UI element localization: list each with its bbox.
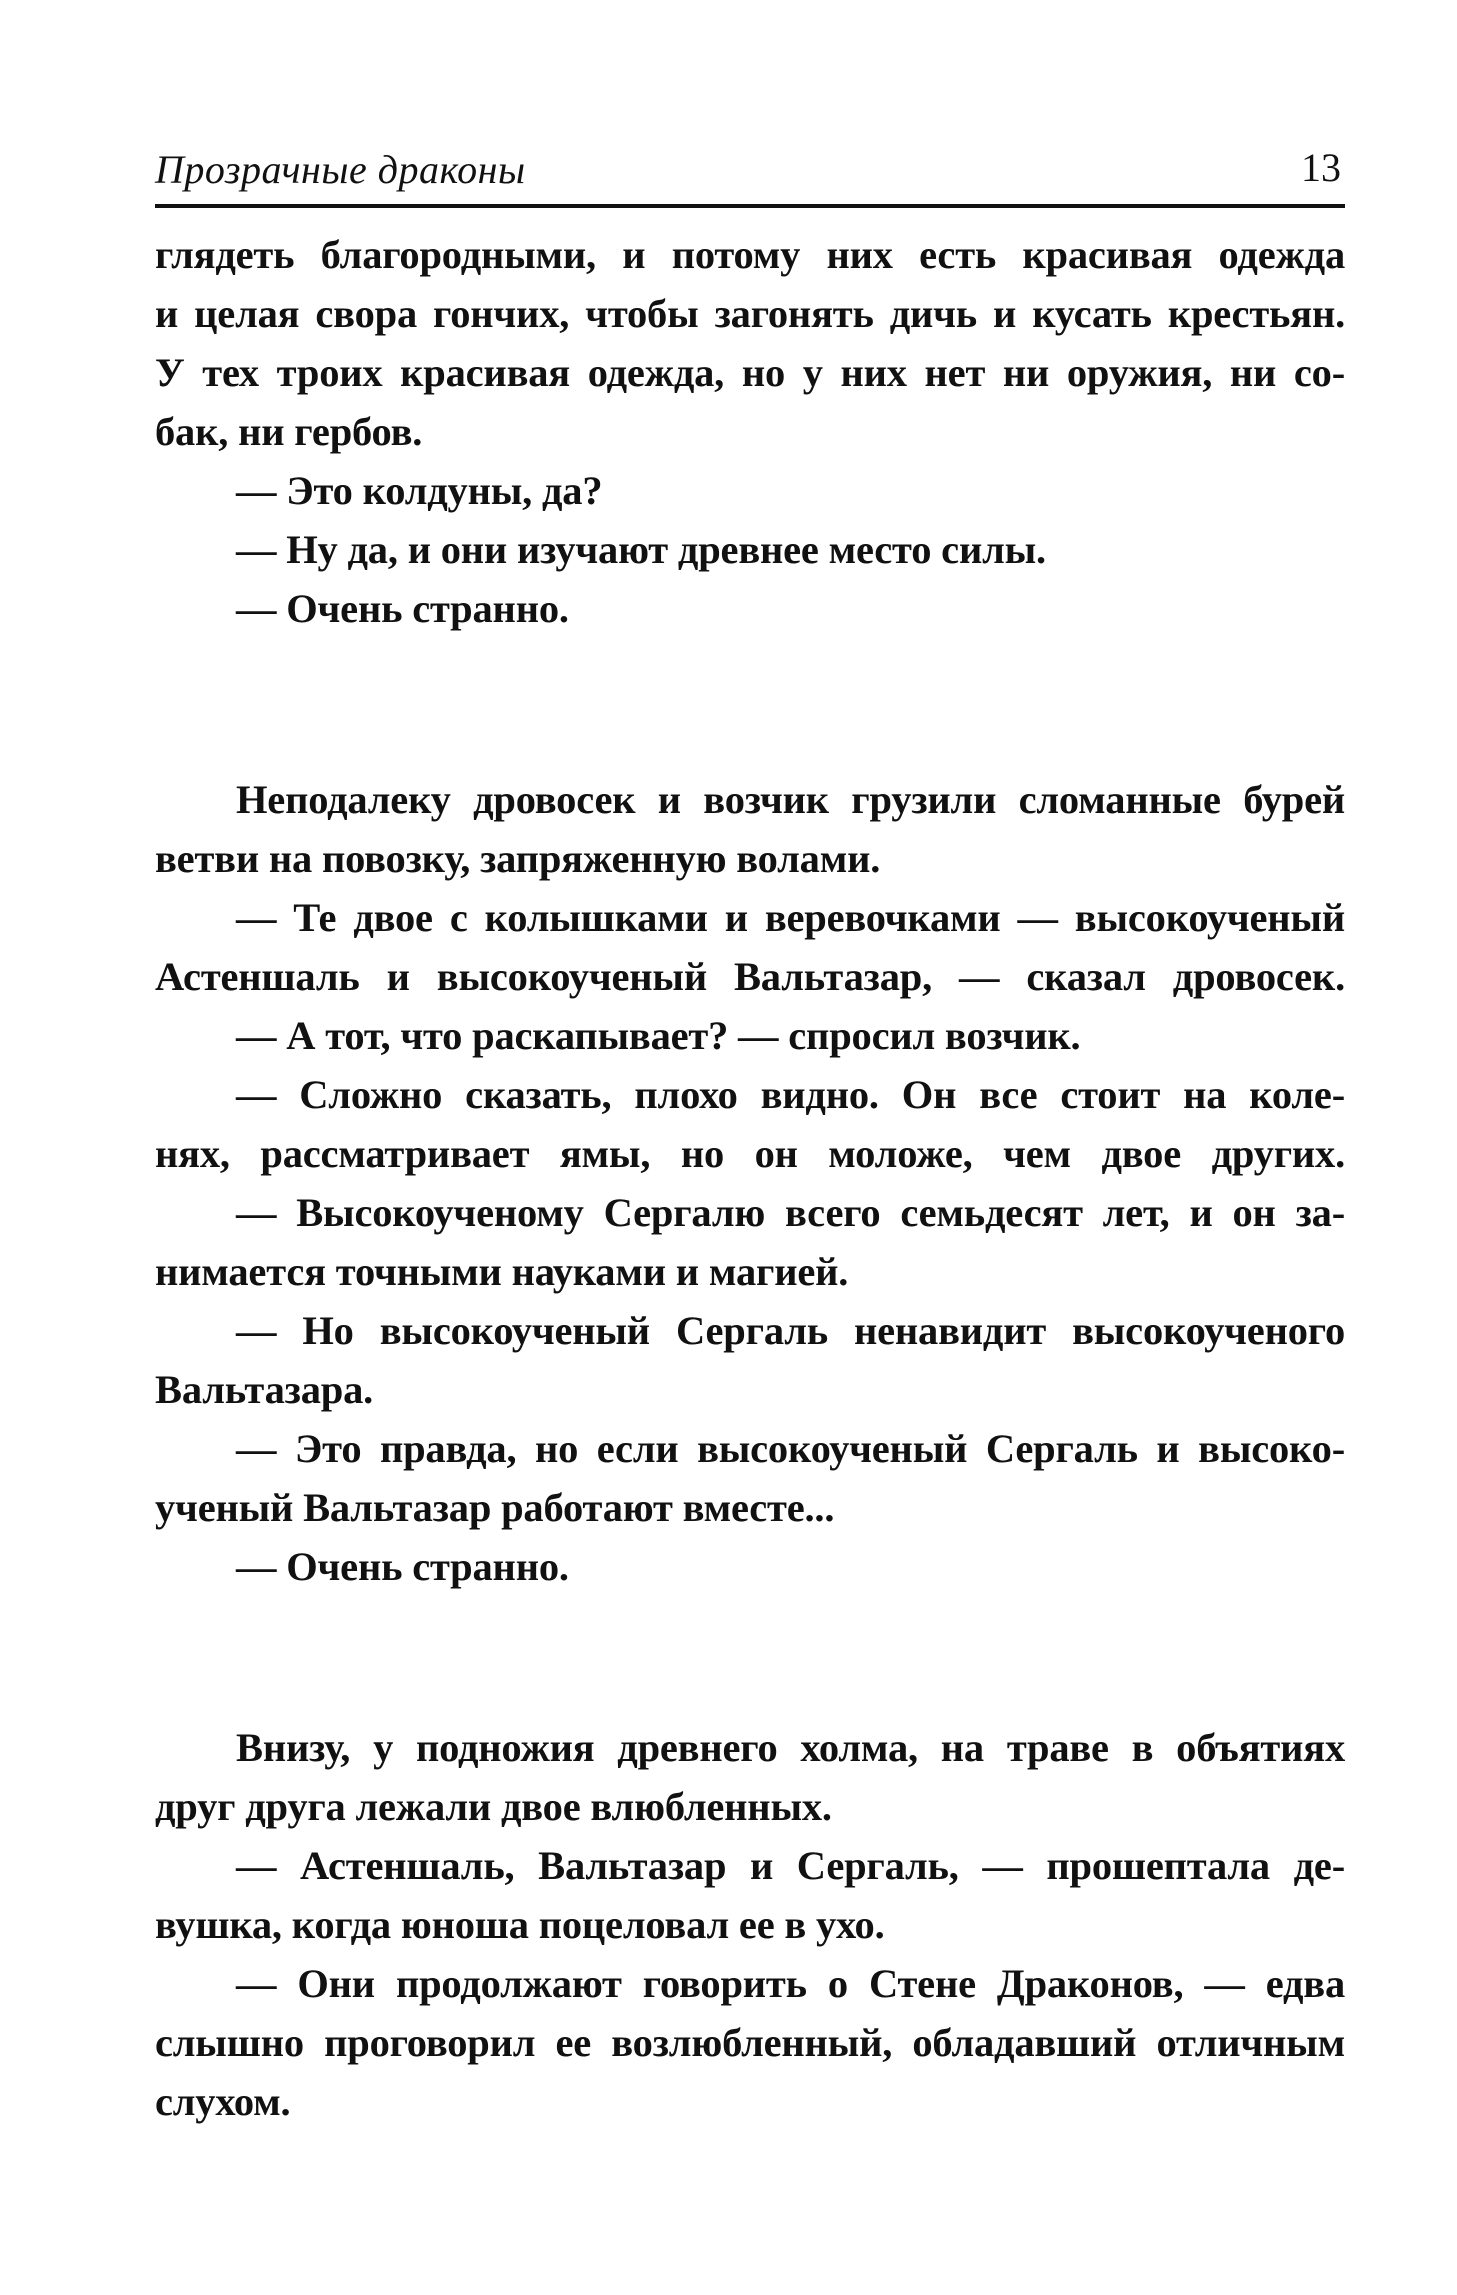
- dialogue-line: — Это правда, но если высокоученый Сергаль и высоко-: [236, 1426, 1345, 1471]
- dialogue-line: — Очень странно.: [236, 586, 569, 631]
- paragraph-first-line: Внизу, у подножия древнего холма, на траве в объятиях: [236, 1725, 1345, 1770]
- dialogue-line: — Те двое с колышками и веревочками — высокоученый: [236, 895, 1345, 940]
- text-line: ветви на повозку, запряженную волами.: [155, 836, 881, 881]
- text-block-1: [155, 225, 1345, 638]
- dialogue-line: — Они продолжают говорить о Стене Драконов, — едва: [236, 1961, 1345, 2006]
- dialogue-line: — Ну да, и они изучают древнее место силы.: [236, 527, 1046, 572]
- dialogue-line: — А тот, что раскапывает? — спросил возчик.: [236, 1013, 1081, 1058]
- header-title: Прозрачные драконы: [155, 147, 526, 192]
- text-block-3: [155, 1718, 1345, 2131]
- page-number: 13: [1301, 145, 1341, 190]
- dialogue-line: — Это колдуны, да?: [236, 468, 603, 513]
- text-line: слухом.: [155, 2079, 291, 2124]
- text-line: бак, ни гербов.: [155, 409, 423, 454]
- dialogue-line: — Очень странно.: [236, 1544, 569, 1589]
- text-line: нях, рассматривает ямы, но он моложе, чем двое других.: [155, 1131, 1345, 1176]
- dialogue-line: — Сложно сказать, плохо видно. Он все стоит на коле-: [236, 1072, 1345, 1117]
- paragraph-first-line: Неподалеку дровосек и возчик грузили сломанные бурей: [236, 777, 1345, 822]
- text-line: вушка, когда юноша поцеловал ее в ухо.: [155, 1902, 885, 1947]
- dialogue-line: — Астеншаль, Вальтазар и Сергаль, — прошептала де-: [236, 1843, 1345, 1888]
- text-line: слышно проговорил ее возлюбленный, обладавший отличным: [155, 2020, 1345, 2065]
- text-line: нимается точными науками и магией.: [155, 1249, 849, 1294]
- dialogue-line: — Высокоученому Сергалю всего семьдесят лет, и он за-: [236, 1190, 1345, 1235]
- text-line: ученый Вальтазар работают вместе...: [155, 1485, 835, 1530]
- running-header: [155, 140, 1345, 208]
- text-line: и целая свора гончих, чтобы загонять дичь и кусать крестьян.: [155, 291, 1345, 336]
- text-line: У тех троих красивая одежда, но у них нет ни оружия, ни со-: [155, 350, 1345, 395]
- text-line: глядеть благородными, и потому них есть красивая одежда: [155, 232, 1345, 277]
- text-block-2: [155, 770, 1345, 1596]
- dialogue-line: — Но высокоученый Сергаль ненавидит высокоученого: [236, 1308, 1345, 1353]
- text-line: друг друга лежали двое влюбленных.: [155, 1784, 832, 1829]
- text-line: Астеншаль и высокоученый Вальтазар, — сказал дровосек.: [155, 954, 1345, 999]
- text-line: Вальтазара.: [155, 1367, 374, 1412]
